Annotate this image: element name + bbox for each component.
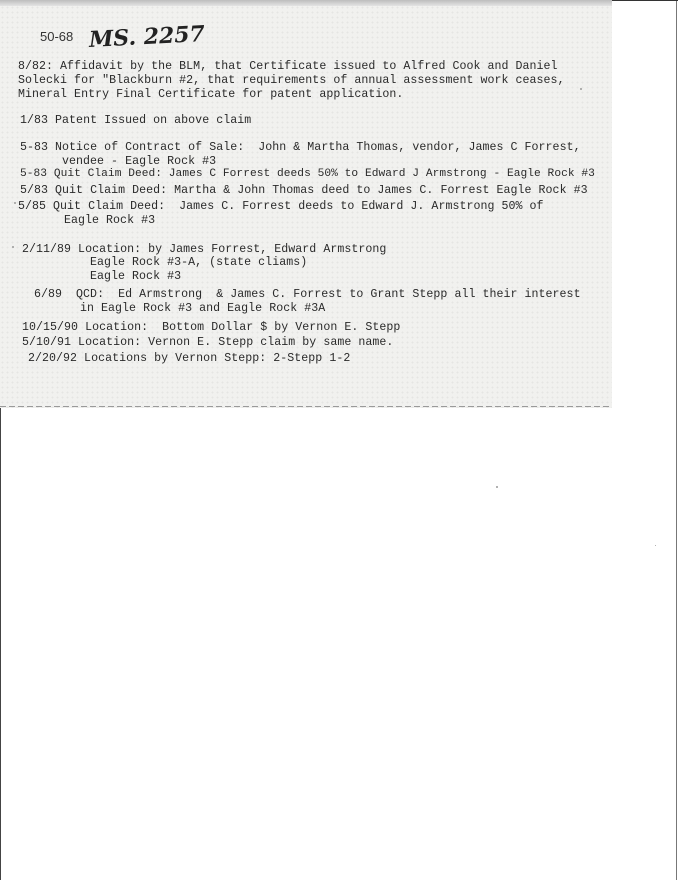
- entry-line-16: 10/15/90 Location: Bottom Dollar $ by Vernon E. Stepp: [22, 321, 401, 334]
- card-number: 50-68: [40, 29, 74, 44]
- entry-line-10: Eagle Rock #3: [64, 214, 156, 227]
- entry-line-2: Solecki for "Blackburn #2, that requirements of annual assessment work ceases,: [18, 74, 565, 87]
- scan-speck: [655, 545, 656, 546]
- entry-line-7: 5-83 Quit Claim Deed: James C Forrest deeds 50% to Edward J Armstrong - Eagle Rock #3: [20, 168, 595, 180]
- scan-speck: [12, 246, 14, 248]
- card-top-edge: [0, 0, 612, 6]
- entry-line-12: Eagle Rock #3-A, (state cliams): [90, 256, 308, 269]
- scan-speck: [496, 486, 498, 488]
- entry-line-14: 6/89 QCD: Ed Armstrong & James C. Forrest to Grant Stepp all their interest: [34, 288, 581, 301]
- entry-line-5: 5-83 Notice of Contract of Sale: John & Martha Thomas, vendor, James C Forrest,: [20, 141, 581, 154]
- page-right-border: [676, 0, 677, 880]
- scan-speck: [580, 88, 582, 90]
- card-bottom-edge: [0, 406, 612, 407]
- record-card: [0, 0, 612, 408]
- handwritten-ms-number: MS. 2257: [88, 20, 206, 53]
- entry-line-17: 5/10/91 Location: Vernon E. Stepp claim by same name.: [22, 336, 394, 349]
- entry-line-4: 1/83 Patent Issued on above claim: [20, 114, 252, 127]
- entry-line-9: 5/85 Quit Claim Deed: James C. Forrest deeds to Edward J. Armstrong 50% of: [18, 200, 544, 213]
- page-top-border: [612, 0, 678, 1]
- entry-line-18: 2/20/92 Locations by Vernon Stepp: 2-Stepp 1-2: [28, 352, 351, 365]
- entry-line-13: Eagle Rock #3: [90, 270, 182, 283]
- entry-line-15: in Eagle Rock #3 and Eagle Rock #3A: [80, 302, 326, 315]
- entry-line-11: 2/11/89 Location: by James Forrest, Edward Armstrong: [22, 243, 387, 256]
- entry-line-8: 5/83 Quit Claim Deed: Martha & John Thomas deed to James C. Forrest Eagle Rock #3: [20, 184, 588, 197]
- scan-speck: [14, 202, 16, 204]
- entry-line-1: 8/82: Affidavit by the BLM, that Certificate issued to Alfred Cook and Daniel: [18, 60, 558, 73]
- entry-line-6: vendee - Eagle Rock #3: [62, 155, 217, 168]
- entry-line-3: Mineral Entry Final Certificate for patent application.: [18, 88, 404, 101]
